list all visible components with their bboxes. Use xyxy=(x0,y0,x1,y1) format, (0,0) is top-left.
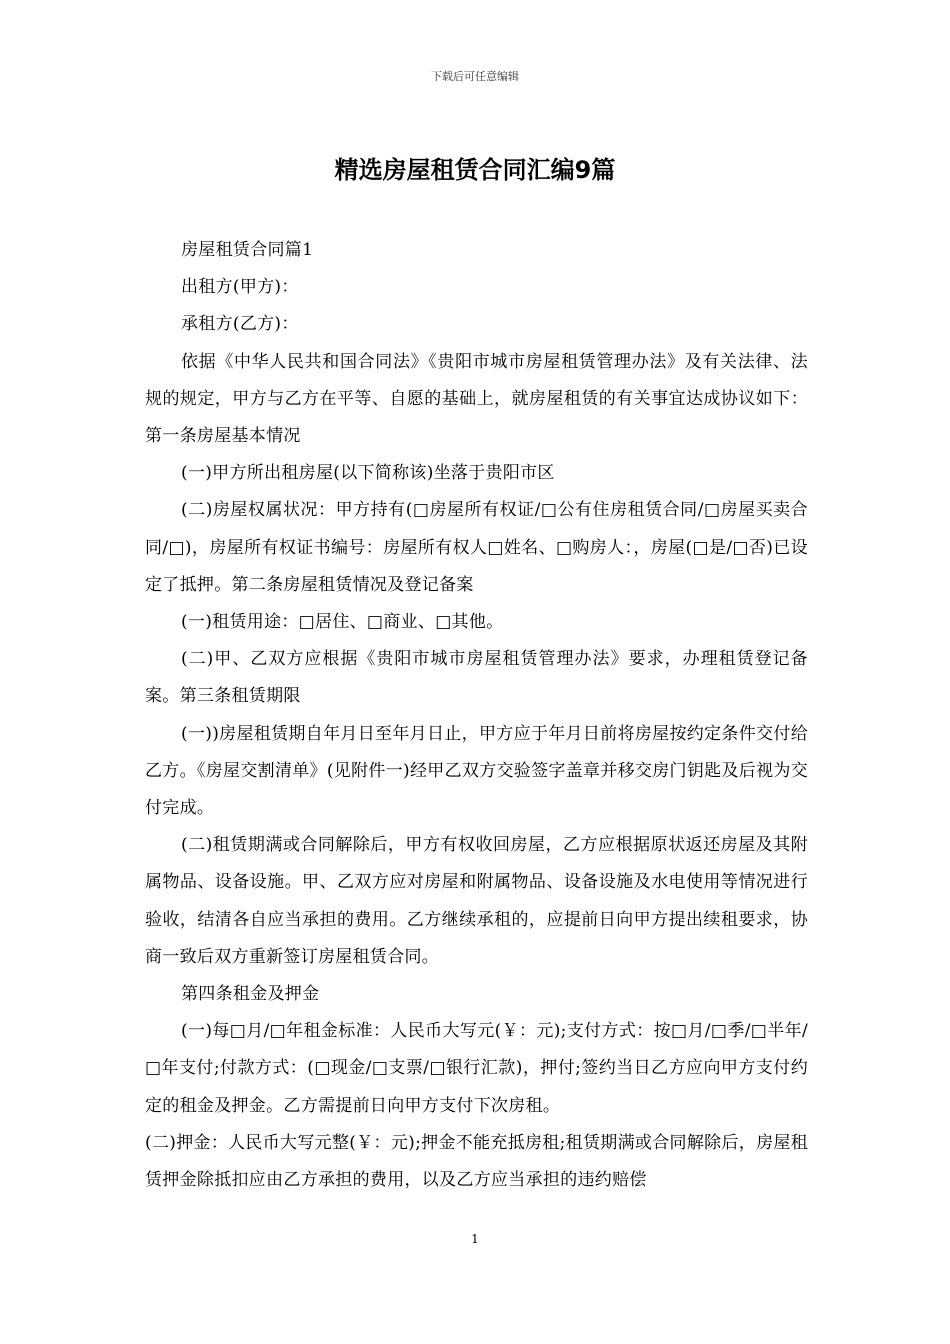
header-note: 下载后可任意编辑 xyxy=(431,70,519,83)
paragraph: (二)房屋权属状况：甲方持有(□房屋所有权证/□公有住房租赁合同/□房屋买卖合同/□)，房屋所有权证书编号：房屋所有权人□姓名、□购房人：，房屋(□是/□否)已设定了抵押。第二条房屋租赁情况及登记备案 xyxy=(145,500,808,595)
paragraph: (二)甲、乙双方应根据《贵阳市城市房屋租赁管理办法》要求，办理租赁登记备案。第三条租赁期限 xyxy=(145,649,808,707)
paragraph: (一)租赁用途：□居住、□商业、□其他。 xyxy=(181,612,504,633)
document-body xyxy=(145,232,808,1199)
paragraph: 房屋租赁合同篇1 xyxy=(181,240,314,260)
document-title: 精选房屋租赁合同汇编9篇 xyxy=(334,156,616,184)
paragraph: (一)每□月/□年租金标准：人民币大写元(￥：元);支付方式：按□月/□季/□半年/□年支付;付款方式：(□现金/□支票/□银行汇款)，押付;签约当日乙方应向甲方支付约定的租金及押金。乙方需提前日向甲方支付下次房租。 xyxy=(145,1021,808,1116)
paragraph: 承租方(乙方)： xyxy=(181,314,299,335)
paragraph: 出租方(甲方)： xyxy=(181,277,299,298)
paragraph: 第四条租金及押金 xyxy=(181,984,320,1005)
page-number: 1 xyxy=(471,1232,479,1246)
paragraph: 依据《中华人民共和国合同法》《贵阳市城市房屋租赁管理办法》及有关法律、法规的规定，甲方与乙方在平等、自愿的基础上，就房屋租赁的有关事宜达成协议如下：第一条房屋基本情况 xyxy=(145,351,808,447)
paragraph: (一))房屋租赁期自年月日至年月日止，甲方应于年月日前将房屋按约定条件交付给乙方。《房屋交割清单》(见附件一)经甲乙双方交验签字盖章并移交房门钥匙及后视为交付完成。 xyxy=(145,723,808,819)
paragraph: (二)押金：人民币大写元整(￥：元);押金不能充抵房租;租赁期满或合同解除后，房屋租赁押金除抵扣应由乙方承担的费用，以及乙方应当承担的违约赔偿 xyxy=(145,1132,808,1191)
paragraph: (二)租赁期满或合同解除后，甲方有权收回房屋，乙方应根据原状返还房屋及其附属物品、设备设施。甲、乙双方应对房屋和附属物品、设备设施及水电使用等情况进行验收，结清各自应当承担的费用。乙方继续承租的，应提前日向甲方提出续租要求，协商一致后双方重新签订房屋租赁合同。 xyxy=(145,835,808,967)
paragraph: (一)甲方所出租房屋(以下简称该)坐落于贵阳市区 xyxy=(181,463,555,484)
